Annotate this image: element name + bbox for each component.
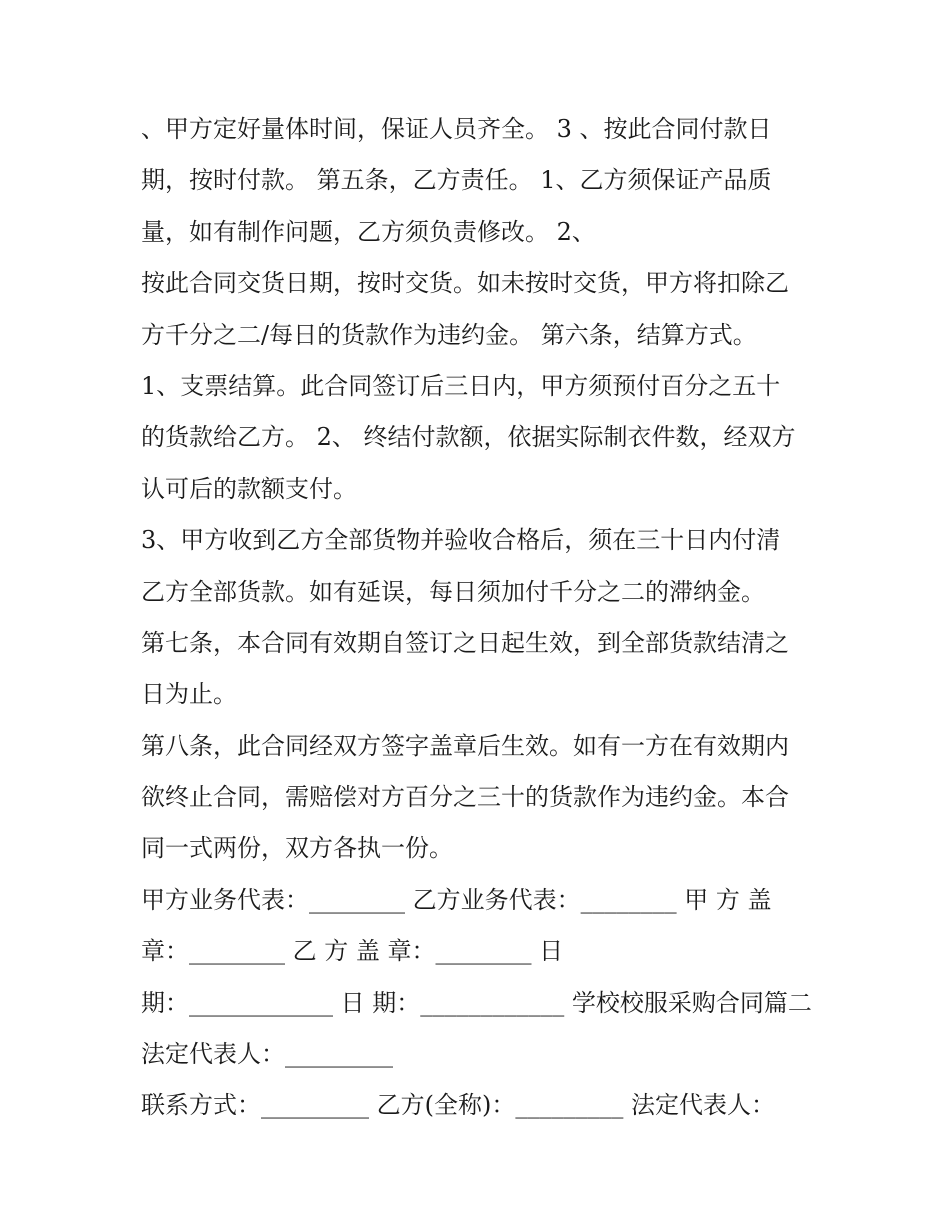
text-line: 期，按时付款。 第五条，乙方责任。 1、乙方须保证产品质 [141,166,772,195]
text-line: 第七条，本合同有效期自签订之日起生效，到全部货款结清之 [141,628,789,657]
text-line: 乙方全部货款。如有延误，每日须加付千分之二的滞纳金。 [141,577,765,606]
text-line: 方千分之二/每日的货款作为违约金。 第六条，结算方式。 [141,320,757,349]
text-line: 按此合同交货日期，按时交货。如未按时交货，甲方将扣除乙 [141,269,789,298]
text-line: 1、支票结算。此合同签订后三日内，甲方须预付百分之五十 [141,371,781,400]
text-line: 3、甲方收到乙方全部货物并验收合格后，须在三十日内付清 [141,526,781,555]
text-line: 量，如有制作问题，乙方须负责修改。 2、 [141,217,596,246]
contract-text [141,104,821,1132]
contact-line: 联系方式：_________ 乙方(全称)：_________ 法定代表人： [141,1091,775,1120]
text-line: 第八条，此合同经双方签字盖章后生效。如有一方在有效期内 [141,731,789,760]
text-line: 同一式两份，双方各执一份。 [141,834,453,863]
text-line: 、甲方定好量体时间，保证人员齐全。 3 、按此合同付款日 [141,115,772,143]
text-line: 欲终止合同，需赔偿对方百分之三十的货款作为违约金。本合 [141,783,789,812]
signature-line-party-reps: 甲方业务代表：________ 乙方业务代表：________ 甲 方 盖 [141,885,772,914]
signature-line-seals: 章：________ 乙 方 盖 章：________ 日 [141,937,564,966]
text-line: 认可后的款额支付。 [141,474,357,503]
text-line: 的货款给乙方。 2、 终结付款额，依据实际制衣件数，经双方 [141,423,796,452]
legal-representative-line: 法定代表人：_________ [141,1040,393,1069]
text-line: 日为止。 [141,680,237,709]
signature-line-dates: 期：____________ 日 期：____________ 学校校服采购合同篇二 [141,988,812,1017]
